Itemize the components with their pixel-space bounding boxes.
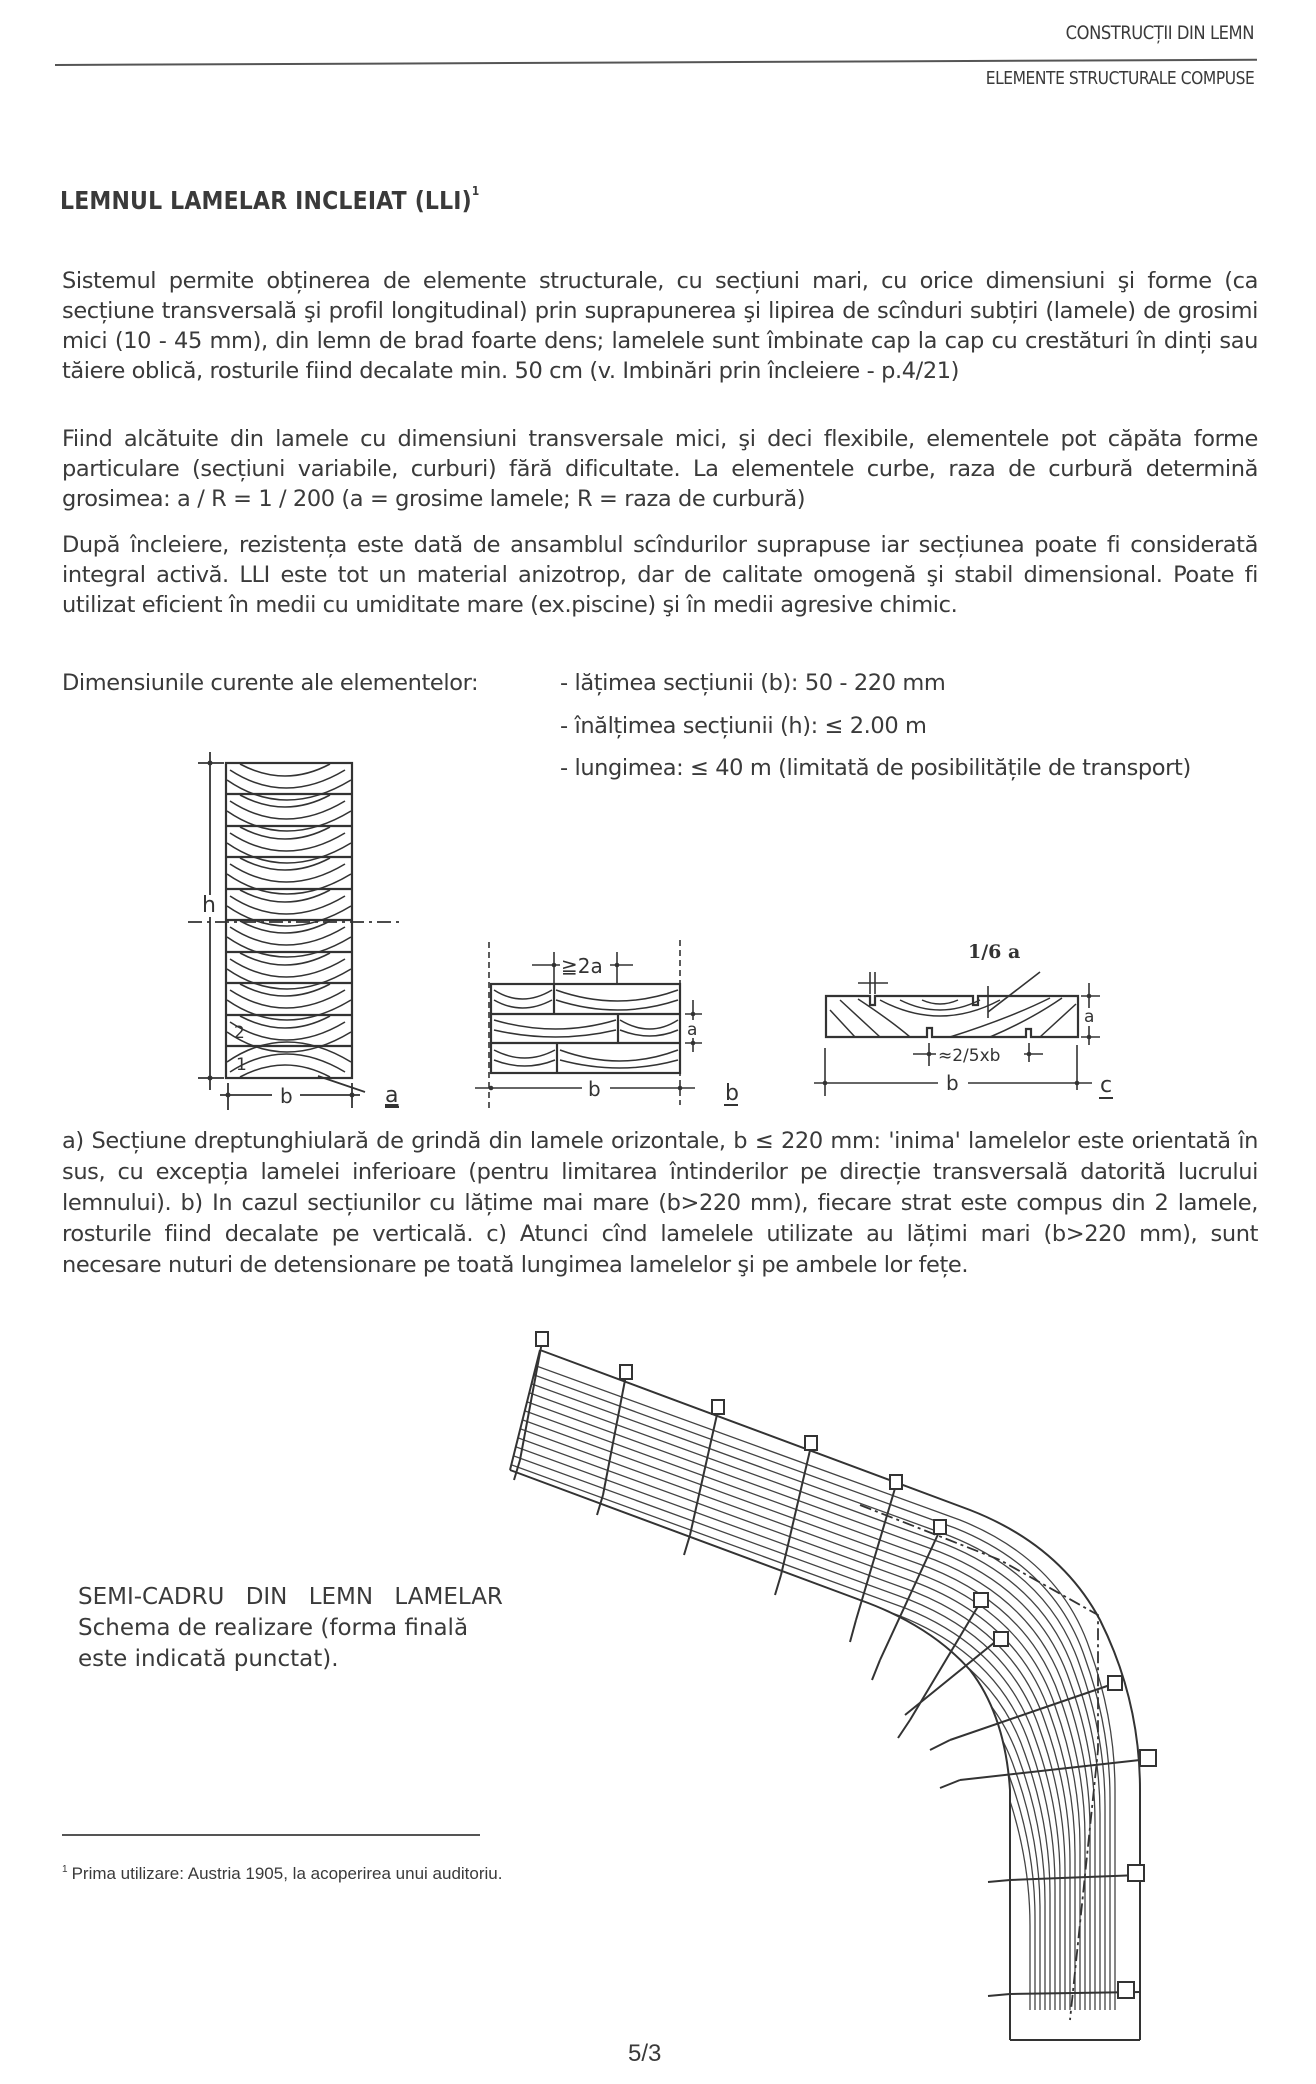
dim-offset-label: ≧2a <box>561 954 603 978</box>
title-text: LEMNUL LAMELAR INCLEIAT (LLI) <box>60 186 472 215</box>
footnote <box>62 1864 502 1884</box>
page-title <box>60 186 479 215</box>
footnote-text: Prima utilizare: Austria 1905, la acoperirea unui auditoriu. <box>71 1864 503 1883</box>
paragraph-flexibility: Fiind alcătuite din lamele cu dimensiuni transversale mici, şi deci flexibile, elementele pot căpăta forme particulare (secțiuni variabile, curburi) fără dificultate. La elementele curbe, raza de curbură determină grosimea: a / R = 1 / 200 (a = grosime lamele; R = raza de curbură) <box>62 426 1258 512</box>
dim-h-label: h <box>202 893 216 918</box>
paragraph-system-description: Sistemul permite obținerea de elemente structurale, cu secțiuni mari, cu orice dimensiuni şi forme (ca secțiune transversală şi profil longitudinal) prin suprapunerea şi lipirea de scînduri subțiri (lamele) de grosimi mici (10 - 45 mm), din lemn de brad foarte dens; lamelele sunt îmbinate cap la cap cu crestături în dinți sau tăiere oblică, rosturile fiind decalate min. 50 cm (v. Imbinări prin încleiere - p.4/21) <box>62 268 1258 384</box>
lamella-mark-1: 1 <box>236 1055 247 1075</box>
dimension-item-length: - lungimea: ≤ 40 m (limitată de posibilitățile de transport) <box>560 755 1191 781</box>
header-rule <box>55 59 1257 66</box>
wood-grain-pattern <box>830 998 1076 1037</box>
lamella-mark-2: 2 <box>234 1023 245 1043</box>
slot-depth-label: 1/6 a <box>968 941 1021 963</box>
dim-b-label: b <box>946 1071 959 1095</box>
dimension-item-height: - înălțimea secțiunii (h): ≤ 2.00 m <box>560 713 927 739</box>
semi-frame-title: SEMI-CADRU DIN LEMN LAMELAR <box>78 1584 503 1610</box>
semi-frame-diagram <box>500 1320 1280 2080</box>
section-c-diagram <box>800 920 1130 1120</box>
dim-a-label: a <box>687 1020 698 1040</box>
semi-frame-description: Schema de realizare (forma finală este indicată punctat). <box>78 1615 469 1672</box>
footnote-rule <box>62 1834 480 1836</box>
dimensions-label: Dimensiunile curente ale elementelor: <box>62 670 479 696</box>
sections-caption: a) Secțiune dreptunghiulară de grindă din lamele orizontale, b ≤ 220 mm: 'inima' lamelelor este orientată în sus, cu excepția lamelei inferioare (pentru limitarea întinderilor pe direcție transversală datorită lucrului lemnului). b) In cazul secțiunilor cu lățime mai mare (b>220 mm), fiecare strat este compus din 2 lamele, rosturile fiind decalate pe verticală. c) Atunci cînd lamelele utilizate au lățimi mari (b>220 mm), sunt necesare nuturi de detensionare pe toată lungimea lamelelor şi pe ambele lor fețe. <box>62 1128 1258 1278</box>
running-header-section: ELEMENTE STRUCTURALE COMPUSE <box>985 68 1254 89</box>
dim-b-label: b <box>280 1084 293 1108</box>
figure-label-a: a <box>385 1083 399 1108</box>
paragraph-after-gluing: După încleiere, rezistența este dată de ansamblul scîndurilor suprapuse iar secțiunea poate fi considerată integral activă. LLI este tot un material anizotrop, dar de calitate omogenă şi stabil dimensional. Poate fi utilizat eficient în medii cu umiditate mare (ex.piscine) şi în medii agresive chimic. <box>62 532 1258 618</box>
figure-label-b: b <box>725 1081 739 1106</box>
running-header-chapter: CONSTRUCȚII DIN LEMN <box>1065 22 1254 44</box>
dimension-item-width: - lățimea secțiunii (b): 50 - 220 mm <box>560 670 946 696</box>
footnote-reference[interactable]: 1 <box>471 184 480 198</box>
figure-label-c: c <box>1100 1073 1113 1098</box>
section-a-diagram <box>180 740 440 1120</box>
semi-frame-caption <box>78 1582 518 1675</box>
slot-spacing-label: ≈2/5xb <box>938 1046 1001 1066</box>
wood-grain-pattern <box>494 990 678 1068</box>
dim-a-label: a <box>1084 1007 1095 1027</box>
section-b-diagram <box>470 920 750 1120</box>
page-number: 5/3 <box>628 2040 662 2067</box>
footnote-marker: 1 <box>62 1864 68 1875</box>
dim-b-label: b <box>588 1077 601 1101</box>
lamination-lines <box>500 1360 1115 2080</box>
